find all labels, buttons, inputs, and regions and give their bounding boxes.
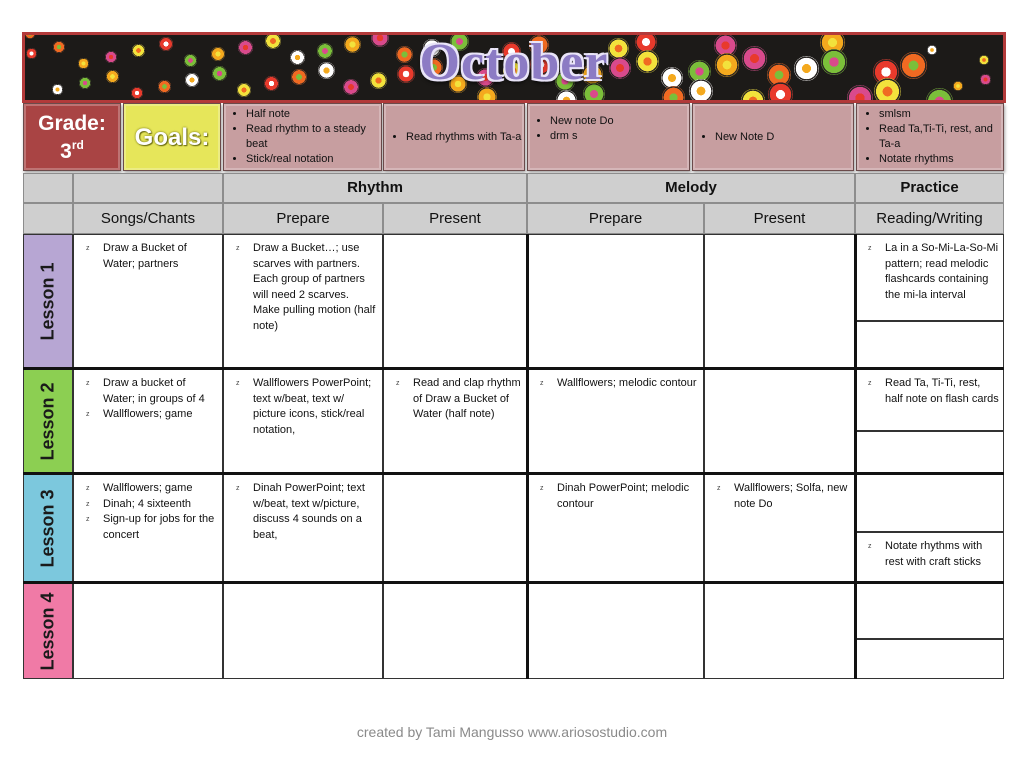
lesson-label	[23, 234, 73, 369]
goal-item: • drm s	[550, 129, 689, 144]
goal-list	[224, 107, 381, 167]
lesson-cell-rhythm-present	[383, 369, 527, 474]
goal-item: • New Note D	[715, 130, 774, 145]
header-blank-songs	[73, 173, 223, 203]
lesson-label-text: Lesson 2	[37, 382, 58, 461]
goal-box-melody-present	[692, 103, 854, 171]
goal-list	[384, 130, 521, 145]
goal-item: • Read rhythm to a steady beat	[246, 122, 381, 152]
lesson-cell-melody-prepare	[527, 583, 704, 679]
lesson-cell-practice-top	[855, 234, 1004, 321]
lesson-label-text: Lesson 4	[37, 591, 58, 671]
goals-label: Goals:	[123, 103, 221, 171]
goal-box-practice	[856, 103, 1004, 171]
october-banner	[22, 32, 1006, 103]
plan-item: z La in a So-Mi-La-So-Mi pattern; read melodic flashcards containing the mi-la interval	[868, 241, 999, 303]
lesson-cell-practice-bottom	[855, 532, 1004, 583]
lesson-label-text: Lesson 1	[37, 262, 58, 341]
header-melody-present: Present	[704, 203, 855, 234]
plan-item: z Wallflowers; game	[86, 481, 218, 497]
lesson-cell-practice-top	[855, 474, 1004, 532]
plan-item: z Draw a Bucket of Water; partners	[86, 241, 218, 272]
lesson-label	[23, 474, 73, 583]
lesson-cell-songs	[73, 234, 223, 369]
header-songs-chants: Songs/Chants	[73, 203, 223, 234]
header-reading-writing: Reading/Writing	[855, 203, 1004, 234]
lesson-cell-rhythm-present	[383, 474, 527, 583]
lesson-cell-rhythm-present	[383, 583, 527, 679]
grade-value: 3rd	[60, 138, 84, 163]
lesson-label-text: Lesson 3	[37, 489, 58, 568]
header-blank-lesson	[23, 173, 73, 203]
lesson-cell-melody-prepare	[527, 474, 704, 583]
plan-item: z Sign-up for jobs for the concert	[86, 512, 218, 543]
goal-item: • Read rhythms with Ta-a	[406, 130, 521, 145]
plan-item: z Dinah PowerPoint; text w/beat, text w/picture, discuss 4 sounds on a beat,	[236, 481, 378, 543]
lesson-cell-songs	[73, 583, 223, 679]
goal-item: • smlsm	[879, 107, 1003, 122]
footer-credit: created by Tami Mangusso www.ariosostudio.com	[356, 724, 668, 740]
header-practice: Practice	[855, 173, 1004, 203]
goal-box-rhythm-prepare	[223, 103, 382, 171]
plan-item: z Wallflowers; Solfa, new note Do	[717, 481, 850, 512]
plan-item: z Wallflowers PowerPoint; text w/beat, text w/ picture icons, stick/real notation,	[236, 376, 378, 438]
grade-box	[23, 103, 121, 171]
goal-item: • New note Do	[550, 114, 689, 129]
lesson-cell-rhythm-present	[383, 234, 527, 369]
header-melody: Melody	[527, 173, 855, 203]
lesson-label	[23, 583, 73, 679]
lesson-label	[23, 369, 73, 474]
lesson-cell-rhythm-prepare	[223, 234, 383, 369]
header-blank-lesson-2	[23, 203, 73, 234]
lesson-cell-melody-present	[704, 369, 855, 474]
plan-item: z Notate rhythms with rest with craft sticks	[868, 539, 999, 570]
lesson-cell-practice-top	[855, 369, 1004, 431]
lesson-cell-songs	[73, 369, 223, 474]
lesson-cell-melody-prepare	[527, 369, 704, 474]
goal-item: • Stick/real notation	[246, 152, 381, 167]
lesson-cell-rhythm-prepare	[223, 474, 383, 583]
lesson-cell-melody-present	[704, 474, 855, 583]
plan-item: z Wallflowers; game	[86, 407, 218, 423]
header-rhythm: Rhythm	[223, 173, 527, 203]
plan-item: z Read and clap rhythm of Draw a Bucket of Water (half note)	[396, 376, 522, 423]
lesson-cell-melody-present	[704, 583, 855, 679]
section-divider	[526, 234, 529, 679]
goal-item: • Read Ta,Ti-Ti, rest, and Ta-a	[879, 122, 1003, 152]
plan-item: z Draw a Bucket…; use scarves with partners. Each group of partners will need 2 scarves. Make pulling motion (half note)	[236, 241, 378, 334]
lesson-cell-rhythm-prepare	[223, 369, 383, 474]
lesson-cell-practice-top	[855, 583, 1004, 639]
banner-title: October	[419, 34, 609, 91]
header-melody-prepare: Prepare	[527, 203, 704, 234]
lesson-cell-practice-bottom	[855, 431, 1004, 474]
lesson-cell-rhythm-prepare	[223, 583, 383, 679]
header-rhythm-present: Present	[383, 203, 527, 234]
plan-item: z Draw a bucket of Water; in groups of 4	[86, 376, 218, 407]
lesson-cell-melody-present	[704, 234, 855, 369]
header-rhythm-prepare: Prepare	[223, 203, 383, 234]
plan-item: z Wallflowers; melodic contour	[540, 376, 699, 392]
grade-label: Grade:	[38, 112, 106, 135]
plan-item: z Read Ta, Ti-Ti, rest, half note on flash cards	[868, 376, 999, 407]
lesson-cell-songs	[73, 474, 223, 583]
goal-list	[857, 107, 1003, 167]
section-divider	[854, 234, 857, 679]
goal-box-rhythm-present	[383, 103, 525, 171]
goal-list	[528, 114, 689, 144]
plan-item: z Dinah PowerPoint; melodic contour	[540, 481, 699, 512]
goal-list	[693, 130, 774, 145]
lesson-cell-practice-bottom	[855, 639, 1004, 679]
lesson-cell-melody-prepare	[527, 234, 704, 369]
goal-item: • Notate rhythms	[879, 152, 1003, 167]
goal-item: • Half note	[246, 107, 381, 122]
goal-box-melody-prepare	[527, 103, 690, 171]
lesson-cell-practice-bottom	[855, 321, 1004, 369]
plan-item: z Dinah; 4 sixteenth	[86, 497, 218, 513]
